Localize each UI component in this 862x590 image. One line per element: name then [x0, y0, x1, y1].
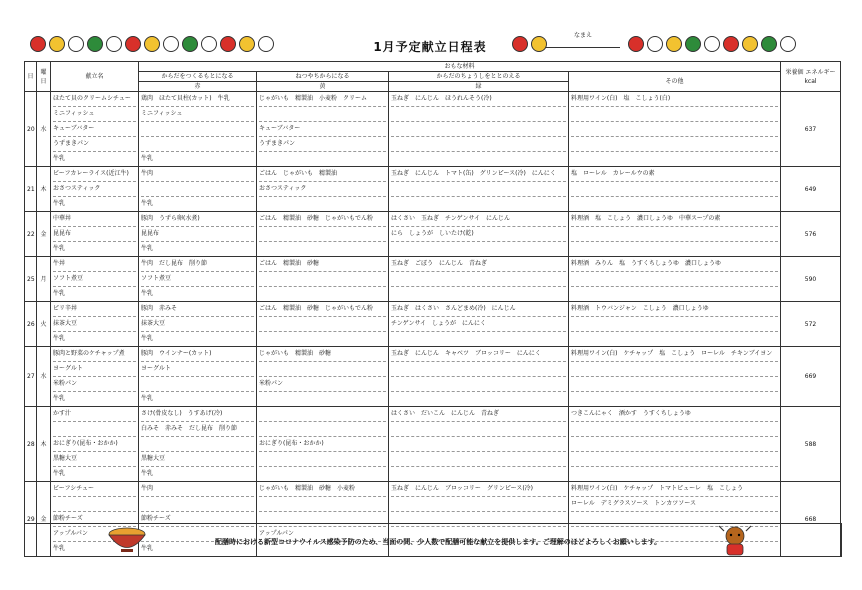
red-line: 牛肉	[141, 482, 254, 497]
weekday: 火	[37, 302, 51, 347]
daruma-icon	[30, 36, 46, 52]
red-line	[141, 137, 254, 152]
daruma-icon	[182, 36, 198, 52]
red-line: ソフト煮豆	[141, 272, 254, 287]
name-label: なまえ	[574, 32, 593, 39]
dishes-line: キューブバター	[53, 122, 136, 137]
red-line: 牛乳	[141, 245, 154, 252]
red-cell	[139, 347, 257, 407]
green-line	[391, 197, 566, 211]
header-dish: 献立名	[51, 62, 139, 92]
red-line: 昆昆布	[141, 227, 254, 242]
decoration-figures-right	[512, 36, 547, 52]
yellow-cell	[257, 167, 389, 212]
other-cell	[569, 92, 781, 167]
red-cell	[139, 167, 257, 212]
ox-icon	[531, 36, 547, 52]
yellow-line	[259, 452, 386, 467]
page-title: 1月予定献立日程表	[373, 40, 487, 54]
dishes-cell	[51, 347, 139, 407]
green-line	[391, 422, 566, 437]
green-line: にら しょうが しいたけ(乾)	[391, 227, 566, 242]
dishes-line: 牛乳	[53, 335, 66, 342]
dishes-line: ビーフカレーライス(近江牛)	[53, 167, 136, 182]
yellow-line	[259, 197, 386, 211]
red-line: 節粉チーズ	[141, 512, 254, 527]
daruma-icon	[220, 36, 236, 52]
dishes-line: 牛乳	[53, 200, 66, 207]
dishes-cell	[51, 212, 139, 257]
other-line	[571, 452, 778, 467]
green-line	[391, 287, 566, 301]
red-line: ヨーグルト	[141, 362, 254, 377]
other-line: 料理用ワイン(白) ケチャップ トマトピューレ 塩 こしょう	[571, 482, 778, 497]
header-green: からだのちょうしをととのえる	[389, 72, 569, 82]
energy-kcal: 590	[781, 257, 841, 302]
lucky-cat-icon	[163, 36, 179, 52]
green-line	[391, 152, 566, 166]
green-line	[391, 467, 566, 481]
daruma-icon	[512, 36, 528, 52]
weekday: 水	[37, 347, 51, 407]
other-line: ローレル デミグラスソース トンカツソース	[571, 497, 778, 512]
yellow-line: おさつスティック	[259, 182, 386, 197]
yellow-line: じゃがいも 精製油 砂糖	[259, 347, 386, 362]
other-line	[571, 392, 778, 406]
lucky-cat-icon	[258, 36, 274, 52]
yellow-cell	[257, 257, 389, 302]
yellow-line: ごはん じゃがいも 精製油	[259, 167, 386, 182]
yellow-line	[259, 392, 386, 406]
lucky-cat-icon	[780, 36, 796, 52]
green-line	[391, 122, 566, 137]
day-number: 26	[25, 302, 37, 347]
energy-kcal: 668	[781, 482, 841, 557]
red-cell	[139, 407, 257, 482]
yellow-line	[259, 407, 386, 422]
green-line	[391, 452, 566, 467]
green-line: 玉ねぎ ごぼう にんじん 青ねぎ	[391, 257, 566, 272]
energy-label: 栄養価 エネルギー	[785, 68, 836, 76]
header-energy	[781, 62, 841, 92]
dishes-line: 豚肉と野菜のケチャップ煮	[53, 347, 136, 362]
other-line	[571, 422, 778, 437]
dishes-line: 牛乳	[53, 290, 66, 297]
red-cell	[139, 92, 257, 167]
other-cell	[569, 302, 781, 347]
dishes-cell	[51, 302, 139, 347]
other-line	[571, 287, 778, 301]
dishes-line: おさつスティック	[53, 182, 136, 197]
green-cell	[389, 257, 569, 302]
yellow-line: アップルパン	[259, 527, 386, 542]
dishes-line: アップルパン	[53, 527, 136, 542]
header-red: からだをつくるもとになる	[139, 72, 257, 82]
red-cell	[139, 212, 257, 257]
red-line: 豚肉 赤みそ	[141, 302, 254, 317]
red-line: ミニフィッシュ	[141, 107, 254, 122]
other-line	[571, 242, 778, 256]
dishes-line	[53, 422, 136, 437]
other-cell	[569, 347, 781, 407]
yellow-line: 米粉パン	[259, 377, 386, 392]
dishes-line: 黒糖大豆	[53, 452, 136, 467]
green-line: 玉ねぎ にんじん ほうれんそう(冷)	[391, 92, 566, 107]
red-line: 牛肉 だし昆布 削り節	[141, 257, 254, 272]
dishes-cell	[51, 167, 139, 212]
decoration-figures-right-2	[628, 36, 796, 52]
yellow-line: じゃがいも 精製油 砂糖 小麦粉	[259, 482, 386, 497]
energy-kcal: 572	[781, 302, 841, 347]
dishes-line: うずまきパン	[53, 137, 136, 152]
green-line	[391, 377, 566, 392]
yellow-line	[259, 152, 386, 166]
header-other: その他	[569, 72, 781, 92]
dishes-line: 牛乳	[53, 395, 66, 402]
yellow-line: おにぎり(昆布・おかか)	[259, 437, 386, 452]
weekday: 木	[37, 167, 51, 212]
lucky-cat-icon	[647, 36, 663, 52]
yellow-cell	[257, 302, 389, 347]
yellow-line	[259, 332, 386, 346]
green-line	[391, 362, 566, 377]
daruma-icon	[628, 36, 644, 52]
red-line: 黒糖大豆	[141, 452, 254, 467]
menu-table	[24, 61, 841, 557]
header-yellow: ねつやちからになる	[257, 72, 389, 82]
green-line: 玉ねぎ にんじん トマト(缶) グリンピース(冷) にんにく	[391, 167, 566, 182]
green-cell	[389, 167, 569, 212]
red-line	[141, 497, 254, 512]
green-line	[391, 332, 566, 346]
red-line: 抹茶大豆	[141, 317, 254, 332]
green-line: 玉ねぎ にんじん キャベツ ブロッコリー にんにく	[391, 347, 566, 362]
daruma-icon	[761, 36, 777, 52]
weekday: 木	[37, 407, 51, 482]
red-line	[141, 122, 254, 137]
other-line	[571, 152, 778, 166]
menu-body	[25, 92, 841, 557]
dishes-line: 米粉パン	[53, 377, 136, 392]
red-cell	[139, 257, 257, 302]
day-number: 21	[25, 167, 37, 212]
yellow-line	[259, 497, 386, 512]
other-cell	[569, 212, 781, 257]
red-line: 豚肉 ウインナー(カット)	[141, 347, 254, 362]
weekday: 金	[37, 482, 51, 557]
green-cell	[389, 92, 569, 167]
dishes-line: 牛乳	[53, 155, 66, 162]
dishes-line: おにぎり(昆布・おかか)	[53, 437, 136, 452]
other-line: 塩 ローレル カレールウの素	[571, 167, 778, 182]
ox-icon	[666, 36, 682, 52]
menu-row	[25, 212, 841, 257]
red-line: さけ(骨皮なし) うすあげ(冷)	[141, 407, 254, 422]
green-cell	[389, 347, 569, 407]
dishes-line: 牛丼	[53, 257, 136, 272]
red-line: 牛乳	[141, 395, 154, 402]
lucky-cat-icon	[68, 36, 84, 52]
green-line: 玉ねぎ はくさい さんどまめ(冷) にんじん	[391, 302, 566, 317]
green-cell	[389, 212, 569, 257]
daruma-icon	[87, 36, 103, 52]
ox-icon	[49, 36, 65, 52]
daruma-icon	[685, 36, 701, 52]
lucky-cat-icon	[704, 36, 720, 52]
yellow-line: ごはん 精製油 砂糖 じゃがいもでん粉	[259, 212, 386, 227]
day-number: 28	[25, 407, 37, 482]
dishes-cell	[51, 257, 139, 302]
dishes-line: ピリ辛丼	[53, 302, 136, 317]
red-line	[141, 377, 254, 392]
day-number: 25	[25, 257, 37, 302]
red-line: 豚肉 うずら卵(水煮)	[141, 212, 254, 227]
green-line	[391, 137, 566, 152]
dishes-line: 節粉チーズ	[53, 512, 136, 527]
other-line	[571, 332, 778, 346]
other-cell	[569, 257, 781, 302]
dishes-line	[53, 497, 136, 512]
other-cell	[569, 167, 781, 212]
lucky-cat-icon	[201, 36, 217, 52]
red-line: 牛乳	[141, 470, 154, 477]
yellow-cell	[257, 92, 389, 167]
yellow-line: ごはん 精製油 砂糖	[259, 257, 386, 272]
header-red-sub: 赤	[139, 82, 257, 92]
red-line: 牛乳	[141, 155, 154, 162]
green-line	[391, 497, 566, 512]
rice-bowl-icon	[105, 526, 149, 554]
footer-notice	[24, 523, 842, 557]
yellow-cell	[257, 212, 389, 257]
header-yellow-sub: 黄	[257, 82, 389, 92]
header-green-sub: 緑	[389, 82, 569, 92]
weekday: 金	[37, 212, 51, 257]
other-line	[571, 107, 778, 122]
header-day: 日	[25, 62, 37, 92]
ox-icon	[742, 36, 758, 52]
dishes-cell	[51, 92, 139, 167]
other-line	[571, 227, 778, 242]
other-line	[571, 122, 778, 137]
energy-kcal: 669	[781, 347, 841, 407]
yellow-line	[259, 107, 386, 122]
other-line: 料理酒 トウバンジャン こしょう 濃口しょうゆ	[571, 302, 778, 317]
menu-row	[25, 347, 841, 407]
yellow-cell	[257, 347, 389, 407]
menu-row	[25, 92, 841, 167]
green-line: はくさい だいこん にんじん 青ねぎ	[391, 407, 566, 422]
day-number: 20	[25, 92, 37, 167]
other-line	[571, 272, 778, 287]
other-line	[571, 317, 778, 332]
other-line	[571, 467, 778, 481]
dishes-line: 昆昆布	[53, 227, 136, 242]
green-line	[391, 392, 566, 406]
green-line	[391, 437, 566, 452]
ox-mascot-icon	[715, 524, 755, 556]
yellow-line	[259, 242, 386, 256]
yellow-line: じゃがいも 精製油 小麦粉 クリーム	[259, 92, 386, 107]
dishes-line: 牛乳	[53, 545, 66, 552]
green-cell	[389, 407, 569, 482]
red-line: 牛乳	[141, 545, 154, 552]
dishes-line: かす汁	[53, 407, 136, 422]
yellow-line	[259, 467, 386, 481]
dishes-line: 抹茶大豆	[53, 317, 136, 332]
lucky-cat-icon	[106, 36, 122, 52]
day-number: 22	[25, 212, 37, 257]
header-weekday: 曜日	[37, 62, 51, 92]
other-line: 料理用ワイン(白) ケチャップ 塩 こしょう ローレル チキンブイヨン	[571, 347, 778, 362]
yellow-line	[259, 317, 386, 332]
yellow-line	[259, 362, 386, 377]
yellow-line: うずまきパン	[259, 137, 386, 152]
green-line: 玉ねぎ にんじん ブロッコリー グリンピース(冷)	[391, 482, 566, 497]
other-line	[571, 137, 778, 152]
green-line	[391, 182, 566, 197]
ox-icon	[239, 36, 255, 52]
yellow-cell	[257, 407, 389, 482]
dishes-line: 牛乳	[53, 245, 66, 252]
green-line: チンゲンサイ しょうが にんにく	[391, 317, 566, 332]
red-line	[141, 182, 254, 197]
dishes-line: 中華丼	[53, 212, 136, 227]
menu-row	[25, 407, 841, 482]
weekday: 月	[37, 257, 51, 302]
yellow-line: ごはん 精製油 砂糖 じゃがいもでん粉	[259, 302, 386, 317]
yellow-line	[259, 287, 386, 301]
energy-kcal: 576	[781, 212, 841, 257]
dishes-cell	[51, 407, 139, 482]
energy-kcal: 649	[781, 167, 841, 212]
other-line: 料理酒 みりん 塩 うすくちしょうゆ 濃口しょうゆ	[571, 257, 778, 272]
name-line	[540, 47, 620, 48]
yellow-line: キューブバター	[259, 122, 386, 137]
red-cell	[139, 302, 257, 347]
green-line	[391, 107, 566, 122]
day-number: 27	[25, 347, 37, 407]
yellow-line	[259, 422, 386, 437]
dishes-line: ほたて貝のクリームシチュー	[53, 92, 136, 107]
footer-message: 配膳時における新型コロナウイルス感染予防のため、当面の間、少人数で配膳可能な献立を提供します。ご理解のほどよろしくお願いします。	[215, 538, 662, 546]
other-line	[571, 377, 778, 392]
dishes-line: ヨーグルト	[53, 362, 136, 377]
dishes-line: ソフト煮豆	[53, 272, 136, 287]
other-line	[571, 197, 778, 211]
green-line	[391, 242, 566, 256]
red-line: 牛肉	[141, 167, 254, 182]
other-line: 料理用ワイン(白) 塩 こしょう(白)	[571, 92, 778, 107]
green-line: はくさい 玉ねぎ チンゲンサイ にんじん	[391, 212, 566, 227]
red-line: 牛乳	[141, 200, 154, 207]
energy-kcal: 588	[781, 407, 841, 482]
day-number: 29	[25, 482, 37, 557]
other-line: つきこんにゃく 酒かす うすくちしょうゆ	[571, 407, 778, 422]
weekday: 水	[37, 92, 51, 167]
red-line: 白みそ 赤みそ だし昆布 削り節	[141, 422, 254, 437]
red-line: 牛乳	[141, 290, 154, 297]
green-cell	[389, 302, 569, 347]
daruma-icon	[723, 36, 739, 52]
red-line: 牛乳	[141, 335, 154, 342]
other-line	[571, 182, 778, 197]
menu-row	[25, 257, 841, 302]
yellow-line	[259, 227, 386, 242]
dishes-line: 牛乳	[53, 470, 66, 477]
red-line	[141, 437, 254, 452]
menu-row	[25, 167, 841, 212]
green-line	[391, 272, 566, 287]
menu-row	[25, 302, 841, 347]
decoration-figures-left	[30, 36, 274, 52]
energy-kcal: 637	[781, 92, 841, 167]
yellow-line	[259, 272, 386, 287]
other-line	[571, 437, 778, 452]
other-line: 料理酒 塩 こしょう 濃口しょうゆ 中華スープの素	[571, 212, 778, 227]
red-line: 鶏肉 ほたて貝柱(カット) 牛乳	[141, 92, 254, 107]
ox-icon	[144, 36, 160, 52]
header-ingredients: おもな材料	[139, 62, 781, 72]
dishes-line: ビーフシチュー	[53, 482, 136, 497]
energy-unit: kcal	[804, 77, 817, 85]
other-line	[571, 362, 778, 377]
other-cell	[569, 407, 781, 482]
daruma-icon	[125, 36, 141, 52]
dishes-line: ミニフィッシュ	[53, 107, 136, 122]
